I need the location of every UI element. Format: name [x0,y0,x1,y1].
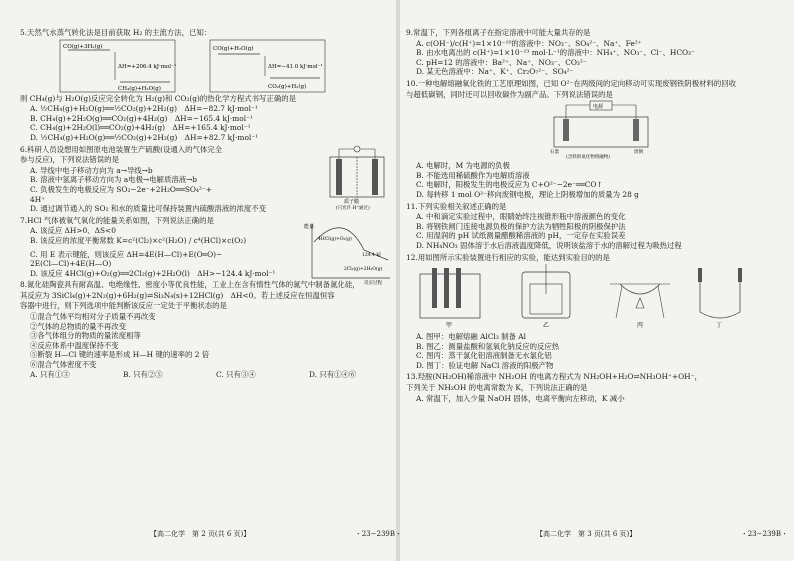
q6-option-d: D. 通过调节通入的 SO₂ 和水的质量比可保持装置内硫酸溶液的浓度不变 [30,204,267,214]
q8-stem-2: 其反应为 3SiCl₄(g)+2N₂(g)+6H₂(g)⇌Si₃N₄(s)+12HCl(g) ΔH<0。若上述反应在恒温恒容 [20,290,335,300]
q10-stem-2: 与超低碳钢，同时还可以回收碳作为副产品。下列说法错误的是 [406,89,613,99]
q11-option-d: D. NH₄NO₃ 固体溶于水后溶液温度降低，说明该盐溶于水的溶解过程为吸热过程 [416,240,682,250]
q11-stem: 11.下列实验相关叙述正确的是 [406,201,507,211]
q12-option-c: C. 图丙：蒸干氯化铝溶液制备无水氯化铝 [416,351,552,361]
q9-stem: 9.常温下，下列各组离子在指定溶液中可能大量共存的是 [406,28,591,37]
q8-item-6: ⑥混合气体密度不变 [30,360,97,370]
q8-stem: 8.氮化硅陶瓷具有耐高温、电绝缘性、密度小等优良性能，工业上在含有惰性气体的氮气中制备氮化硅， [20,280,360,290]
q8-item-2: ②气体的总物质的量不再改变 [30,321,127,331]
q10-figure [546,101,788,159]
q5-fig-b-bot: CO(g)+H₂O(g) [213,45,254,52]
q7-fig-y: 能量 [304,223,315,230]
left-footer [20,530,402,540]
q7-option-b: B. 该反应的浓度平衡常数 K=c²(Cl₂)×c²(H₂O) / c⁴(HCl)×c(O₂) [30,235,247,245]
q11-option-b: B. 将钢铁闸门连接电源负极的保护方法为牺牲阳极的阴极保护法 [416,221,626,231]
q12-option-a: A. 图甲：电解熔融 AlCl₃ 制备 Al [416,332,526,342]
q5-fig-b-top: CO₂(g)+H₂(g) [268,83,307,90]
q8-option-c: C. 只有③④ [216,369,256,379]
q10-option-c: C. 电解时，阳极发生的电极反应为 C+O²⁻−2e⁻══CO↑ [416,180,603,190]
q11-option-a: A. 中和滴定实验过程中，眼睛始终注视锥形瓶中溶液颜色的变化 [416,212,626,222]
q12-label-b: 乙 [543,322,550,330]
q8-item-3: ③各气体组分的物质的量浓度相等 [30,331,141,341]
q8-item-4: ④反应体系中温度保持不变 [30,340,119,350]
q5-option-b: B. CH₄(g)+2H₂O(g)══CO₂(g)+4H₂(g) ΔH=−165.4 kJ·mol⁻¹ [30,113,253,123]
q6-option-c-cont: 4H⁺ [30,194,46,204]
q8-item-5: ⑤断裂 H—Cl 键的速率是形成 H—H 键的速率的 2 倍 [30,350,210,360]
left-exam-code: ・23−239B・ [354,530,402,539]
q9-option-d: D. 某无色溶液中：Na⁺、K⁺、Cr₂O₇²⁻、SO₄²⁻ [416,67,574,77]
q8-stem-3: 容器中进行，则下列选项中能判断该反应一定处于平衡状态的是 [20,301,227,311]
q7-fig-bot: 2Cl₂(g)+2H₂O(g) [344,266,383,272]
q5-energy-diagram [60,40,360,92]
q10-option-d: D. 每转移 1 mol O²⁻移向废钢电极，理论上阴极增加的质量为 28 g [416,189,639,199]
q9-option-c: C. pH=12 的溶液中：Ba²⁺、Na⁺、NO₃⁻、CO₃²⁻ [416,57,587,67]
q5-option-a: A. ½CH₄(g)+H₂O(g)══½CO₂(g)+2H₂(g) ΔH=−82.7 kJ·mol⁻¹ [30,104,258,114]
q5-fig-a-dh: ΔH=+206.4 kJ·mol⁻¹ [118,63,177,70]
q8-option-b: B. 只有②⑤ [123,369,163,379]
q12-apparatus-diagram [410,264,770,330]
q12-option-b: B. 图乙：测量盐酸和氢氧化钠反应的反应热 [416,341,560,351]
q8-option-d: D. 只有①④⑥ [309,369,357,379]
q5-ask: 则 CH₄(g)与 H₂O(g)反应完全转化为 H₂(g)和 CO₂(g)的热化学方程式书写正确的是 [20,93,296,103]
q5-option-d: D. ½CH₄(g)+H₂O(g)══½CO₂(g)+2H₂(g) ΔH=+82.7 kJ·mol⁻¹ [30,132,259,142]
q8-options [20,370,402,380]
q10-fig-label: 电源 [593,104,604,111]
q6-stem-2: 参与反应)，下列说法错误的是 [20,155,119,165]
q7-energy-diagram [304,220,394,286]
q8-option-a: A. 只有①③ [30,369,70,379]
left-page-number: 【高二化学 第 2 页(共 6 页)】 [150,530,251,539]
q7-fig-x: 反应过程 [364,280,382,286]
q9-option-a: A. c(OH⁻)/c(H⁺)=1×10⁻¹⁰的溶液中：NO₃⁻、SO₄²⁻、Na⁺、Fe²⁺ [416,38,642,48]
q7-option-a: A. 该反应 ΔH>0、ΔS<0 [30,226,116,236]
q6-fig-note: (只允许 H⁺通过) [336,205,370,211]
q12-label-a: 甲 [446,322,453,330]
q6-stem: 6.科研人员设想用如图原电池装置生产硫酸(设通入的气体完全 [20,144,223,154]
q12-label-c: 丙 [637,322,644,330]
q6-option-b: B. 溶液中氢离子移动方向为 a电极→电解质溶液→b [30,175,198,185]
q9-option-b: B. 由水电离出的 c(H⁺)=1×10⁻¹³ mol·L⁻¹的溶液中：NH₄⁺、NO₃⁻、Cl⁻、HCO₃⁻ [416,48,695,58]
q7-stem: 7.HCl 气体被氧气氧化的能量关系如图，下列说法正确的是 [20,215,214,225]
right-footer [406,530,788,540]
q6-fig-label: 质子膜 [344,198,360,205]
q8-item-1: ①混合气体平均相对分子质量不再改变 [30,312,156,322]
q7-option-d: D. 该反应 4HCl(g)+O₂(g)══2Cl₂(g)+2H₂O(l) ΔH>−124.4 kJ·mol⁻¹ [30,268,276,278]
q13-stem-2: 下列关于 NH₂OH 的电离常数为 K，下列说法正确的是 [406,383,588,393]
q5-option-c: C. CH₄(g)+2H₂O(l)══CO₂(g)+4H₂(g) ΔH=+165.4 kJ·mol⁻¹ [30,123,251,133]
q5-energy-figures [60,40,402,92]
q6-cell-diagram [322,145,392,211]
right-exam-code: ・23−239B・ [740,530,788,539]
page-left [20,26,402,546]
page-right [406,26,788,546]
q10-option-a: A. 电解时，M 为电源的负极 [416,161,510,171]
q10-fig-left: 石墨 [550,150,559,156]
right-page-number: 【高二化学 第 3 页(共 6 页)】 [536,530,637,539]
q7-option-c: C. 用 E 表示键能，则该反应 ΔH=4E(H—Cl)+E(O═O)− [30,249,223,259]
q10-option-b: B. 不能选用稀硫酸作为电解质溶液 [416,170,530,180]
q10-stem: 10.一种电解熔融氧化铁的工艺原理如图，已知 O²⁻在两级间的定向移动可实现废钢铁阴极材料的回收 [406,78,737,88]
q5-fig-a-bot: CH₄(g)+H₂O(g) [118,85,161,92]
q5-fig-b-dh: ΔH=−41.0 kJ·mol⁻¹ [268,63,323,70]
q10-electrolysis-diagram [546,101,656,159]
q6-option-a: A. 导线中电子移动方向为 a→导线→b [30,165,153,175]
q12-label-d: 丁 [716,322,723,330]
q7-fig-top: 4HCl(g)+O₂(g) [318,236,352,242]
q7-fig-dh: 124.4 kJ [362,252,381,258]
q12-figures [410,264,788,330]
q10-fig-right: 废钢 [634,150,643,156]
q13-stem: 13.羟胺(NH₂OH)稀溶液中 NH₂OH 的电离方程式为 NH₂OH+H₂O⇌NH₃OH⁺+OH⁻， [406,372,702,382]
q5-fig-a-top: CO(g)+3H₂(g) [63,43,103,50]
q7-option-c-cont: 2E(Cl—Cl)+4E(H—O) [30,259,112,269]
q13-option-a: A. 常温下，加入少量 NaOH 固体，电离平衡向左移动，K 减小 [416,393,625,403]
q11-option-c: C. 用湿润的 pH 试纸测量醋酸稀溶液的 pH，一定存在实验误差 [416,231,626,241]
q6-option-c: C. 负极发生的电极反应为 SO₂−2e⁻+2H₂O══SO₄²⁻+ [30,184,213,194]
q12-stem: 12.用如图所示实验装置进行相应的实验，能达到实验目的的是 [406,252,610,262]
q5-stem: 5.天然气水蒸气转化法是目前获取 H₂ 的主流方法，已知： [20,28,212,37]
q12-option-d: D. 图丁：验证电解 NaCl 溶液的阳极产物 [416,360,554,370]
q10-fig-note: (含铁的氧化物熔融物) [566,155,611,161]
